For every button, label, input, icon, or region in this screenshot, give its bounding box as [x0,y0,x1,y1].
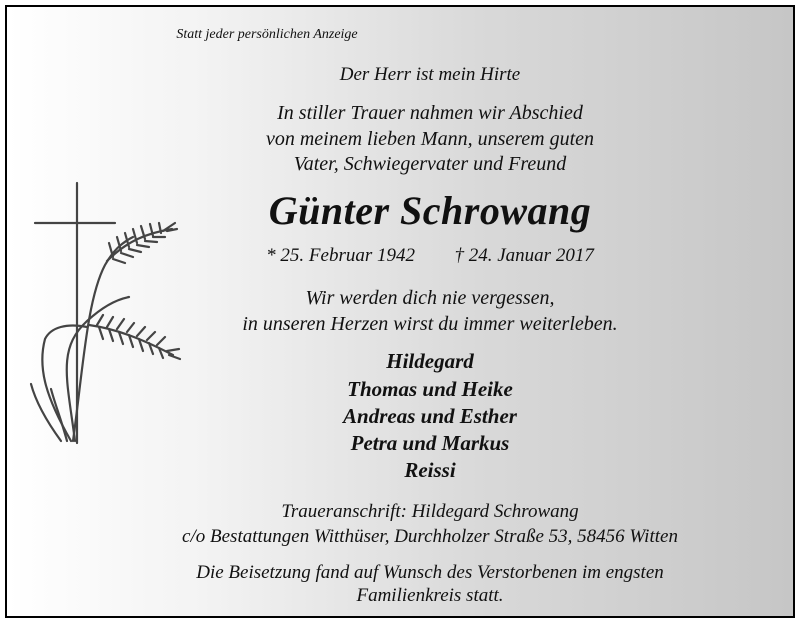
obituary-notice [5,5,795,618]
intro-line-1: In stiller Trauer nahmen wir Abschied [277,102,583,124]
deceased-name: Günter Schrowang [268,188,592,233]
header-text: Statt jeder persönlichen Anzeige [176,27,358,42]
mourner-name: Reissi [404,458,456,482]
birth-date: * 25. Februar 1942 [266,245,415,266]
address-line-2: c/o Bestattungen Witthüser, Durchholzer Straße 53, 58456 Witten [182,526,678,547]
verse-line-2: in unseren Herzen wirst du immer weiterleben. [242,313,618,335]
mourner-name: Andreas und Esther [343,404,517,428]
cross-with-wheat-icon [17,179,182,449]
mourner-name: Hildegard [386,349,474,373]
verse-line-1: Wir werden dich nie vergessen, [305,287,555,309]
mourner-name: Thomas und Heike [347,377,513,401]
burial-note-line-1: Die Beisetzung fand auf Wunsch des Verstorbenen im engsten [196,562,664,583]
psalm-line: Der Herr ist mein Hirte [339,64,521,85]
address-line-1: Traueranschrift: Hildegard Schrowang [281,501,579,522]
intro-line-3: Vater, Schwiegervater und Freund [293,153,567,175]
mourner-name: Petra und Markus [350,431,510,455]
intro-line-2: von meinem lieben Mann, unserem guten [265,128,595,150]
burial-note-line-2: Familienkreis statt. [356,585,504,606]
death-date: † 24. Januar 2017 [454,245,594,266]
